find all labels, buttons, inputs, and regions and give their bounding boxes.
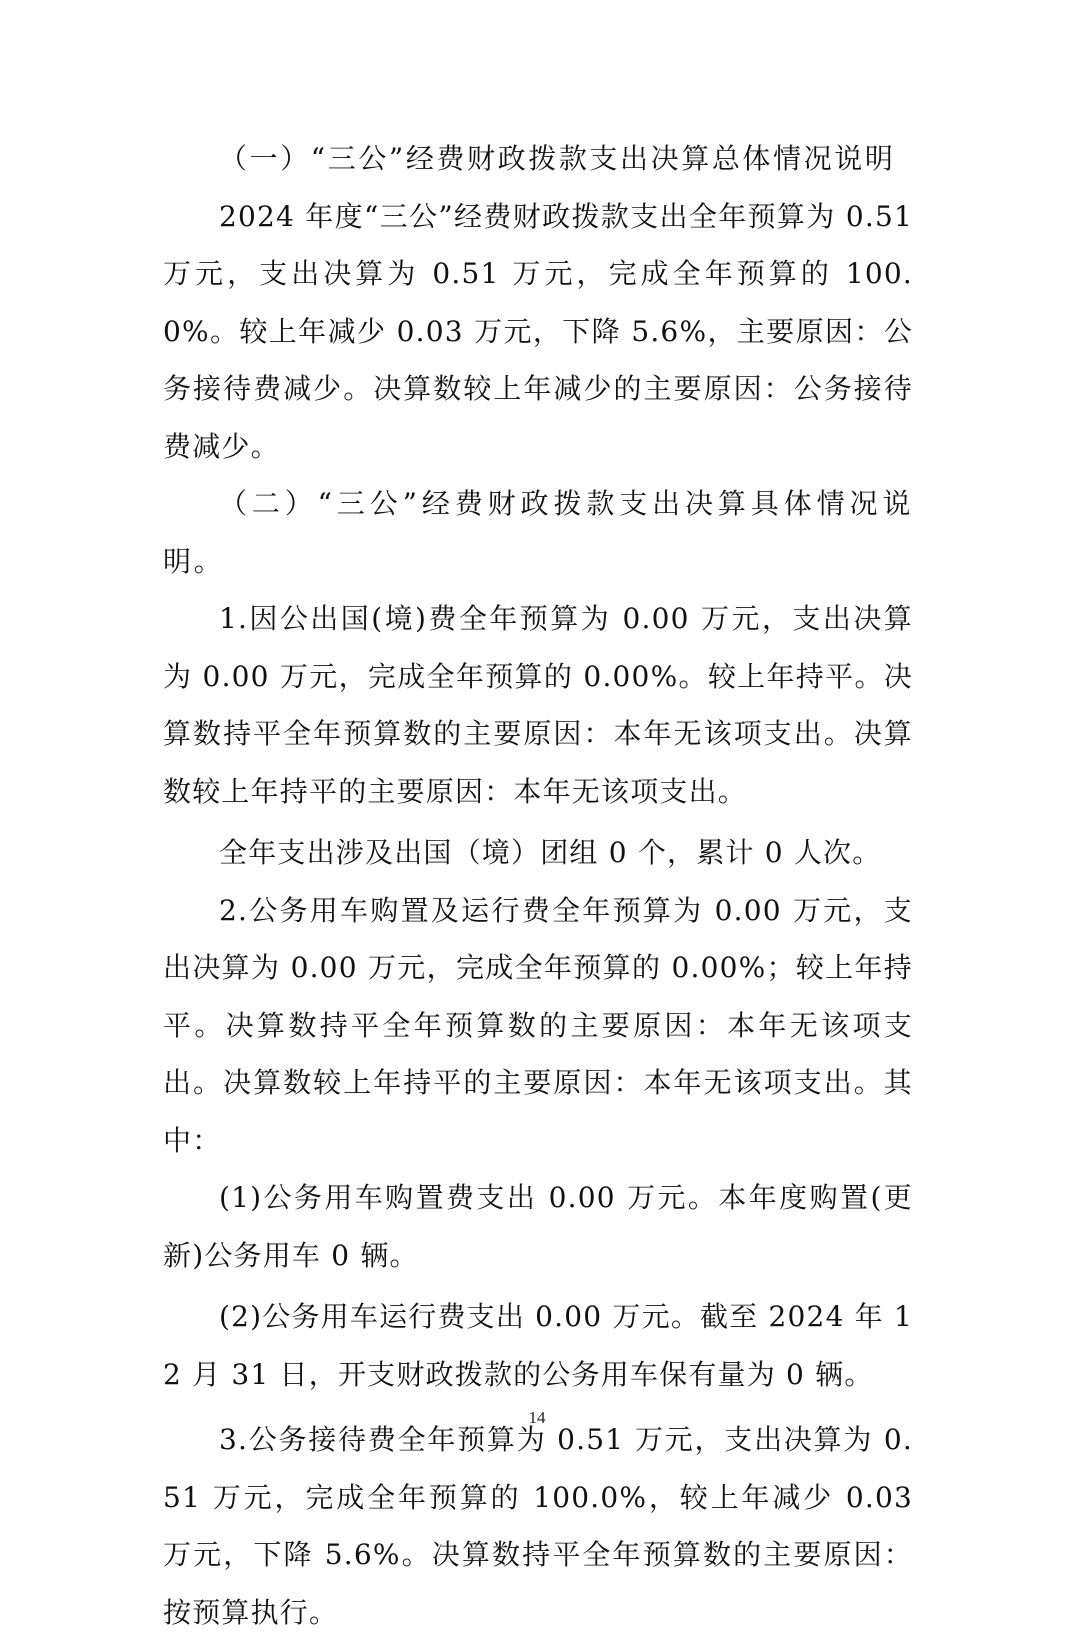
paragraph-official-vehicles: 2.公务用车购置及运行费全年预算为 0.00 万元，支出决算为 0.00 万元，完成全年预算的 0.00%；较上年持平。决算数持平全年预算数的主要原因：本年无该项支出。决算数较上年持平的主要原因：本年无该项支出。其中： xyxy=(163,893,913,1157)
paragraph-vehicle-purchase: (1)公务用车购置费支出 0.00 万元。本年度购置(更新)公务用车 0 辆。 xyxy=(163,1181,913,1272)
paragraph-official-reception: 3.公务接待费全年预算为 0.51 万元，支出决算为 0.51 万元，完成全年预算的 100.0%，较上年减少 0.03 万元，下降 5.6%。决算数持平全年预算数的主要原因：按预算执行。 xyxy=(163,1423,913,1629)
section-heading-overall: （一）“三公”经费财政拨款支出决算总体情况说明 xyxy=(219,142,896,175)
paragraph-overseas-travel: 1.因公出国(境)费全年预算为 0.00 万元，支出决算为 0.00 万元，完成全年预算的 0.00%。较上年持平。决算数持平全年预算数的主要原因：本年无该项支出。决算数较上年持平的主要原因：本年无该项支出。 xyxy=(163,602,913,808)
paragraph-overall-summary: 2024 年度“三公”经费财政拨款支出全年预算为 0.51 万元，支出决算为 0.51 万元，完成全年预算的 100.0%。较上年减少 0.03 万元，下降 5.6%，主要原因：公务接待费减少。决算数较上年减少的主要原因：公务接待费减少。 xyxy=(163,199,913,463)
paragraph-vehicle-operation: (2)公务用车运行费支出 0.00 万元。截至 2024 年 12 月 31 日，开支财政拨款的公务用车保有量为 0 辆。 xyxy=(163,1300,913,1391)
page-number: 14 xyxy=(528,1408,546,1427)
section-heading-details: （二）“三公”经费财政拨款支出决算具体情况说明。 xyxy=(163,487,913,578)
paragraph-overseas-groups: 全年支出涉及出国（境）团组 0 个，累计 0 人次。 xyxy=(219,836,882,869)
